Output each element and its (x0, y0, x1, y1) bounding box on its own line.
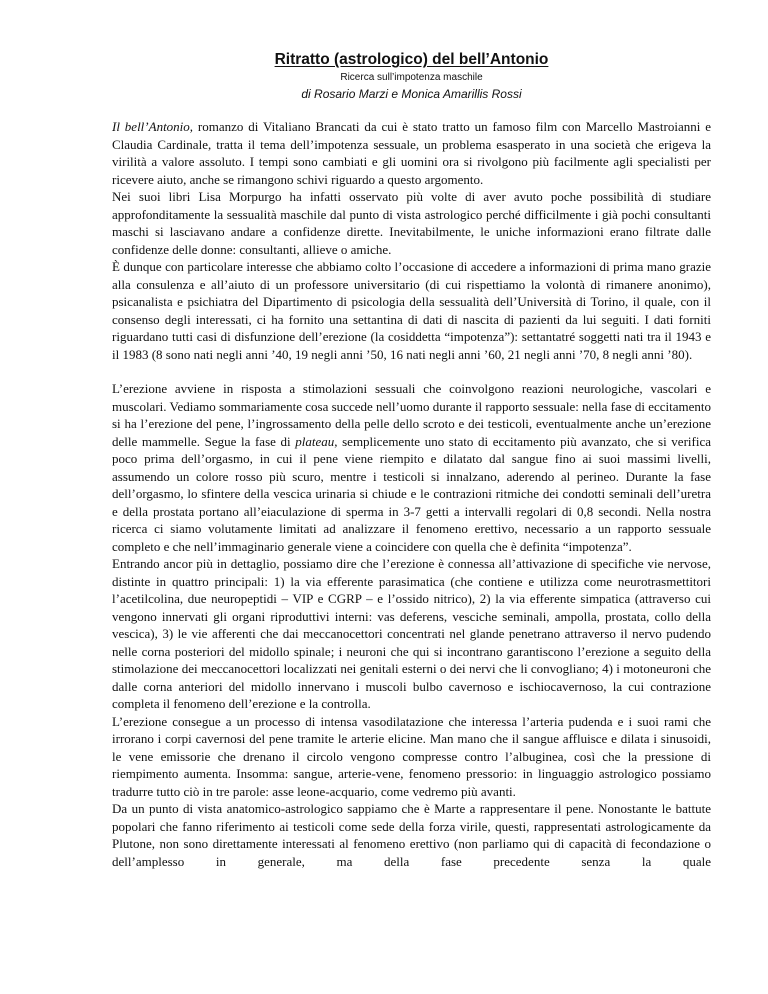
book-title-italic: Il bell’Antonio, (112, 119, 194, 134)
document-title: Ritratto (astrologico) del bell’Antonio (274, 51, 549, 68)
paragraph-4 (112, 380, 711, 555)
paragraph-4-text-a: L’erezione avviene in risposta a stimolazioni sessuali che coinvolgono reazioni neurologiche, vascolari e muscolari. Vediamo sommariamente cosa succede nell’uomo durante il rapporto sessuale: nella fase di eccitamento si ha l’erezione del pene, l’ingrossamento della pelle dello scroto e dei testicoli, eventualmente anche un’erezione delle mammelle. Segue la fase di (112, 381, 711, 449)
paragraph-1 (112, 118, 711, 188)
paragraph-3: È dunque con particolare interesse che abbiamo colto l’occasione di accedere a informazioni di prima mano grazie alla consulenza e all’aiuto di un professore universitario (di cui rispettiamo la volontà di rimanere anonimo), psicanalista e psichiatra del Dipartimento di psicologia della sessualità dell’Università di Torino, il quale, con il consenso degli interessati, ci ha fornito una settantina di dati di nascita di pazienti da lui seguiti. I dati forniti riguardano tutti casi di disfunzione dell’erezione (la cosiddetta “impotenza”): settantatré soggetti nati tra il 1943 e il 1983 (8 sono nati negli anni ’40, 19 negli anni ’50, 16 nati negli anni ’60, 21 negli anni ’70, 8 negli anni ’80). (112, 259, 711, 362)
paragraph-1-text: romanzo di Vitaliano Brancati da cui è stato tratto un famoso film con Marcello Mastroianni e Claudia Cardinale, tratta il tema dell’impotenza sessuale, un problema esasperato in una società che erigeva la virilità a valore assoluto. I tempi sono cambiati e gli uomini ora si rivolgono più facilmente agli specialisti per ricevere aiuto, anche se rimangono schivi riguardo a questo argomento. (112, 119, 711, 187)
paragraph-2: Nei suoi libri Lisa Morpurgo ha infatti osservato più volte di aver avuto poche possibilità di studiare approfonditamente la sessualità maschile dal punto di vista astrologico perché difficilmente i già pochi consultanti maschi si lasciavano andare a confidenze dirette. Inevitabilmente, le uniche informazioni erano filtrate dalle confidenze delle donne: consultanti, allieve o amiche. (112, 189, 711, 257)
paragraph-5: Entrando ancor più in dettaglio, possiamo dire che l’erezione è connessa all’attivazione di specifiche vie nervose, distinte in quattro principali: 1) la via efferente parasimatica (che contiene e utilizza come neurotrasmettitori l’acetilcolina, due neuropeptidi – VIP e CGRP – e l’ossido nitrico), 2) la via efferente simpatica (attraverso cui vengono innervati gli organi riproduttivi interni: vas deferens, vesciche seminali, ampolla, prostata, collo della vescica), 3) le vie afferenti che dai meccanocettori concentrati nel glande penetrano attraverso il nervo pudendo nelle corna posteriori del midollo spinale; i neuroni che qui si incontrano garantiscono l’erezione a seguito della stimolazione dei meccanocettori localizzati nei genitali esterni o dei nervi che li convogliano; 4) i motoneuroni che dalle corna anteriori del midollo innervano i muscoli bulbo cavernoso e ischiocavernoso, la cui contrazione completa il fenomeno dell’erezione e la controlla. (112, 556, 711, 711)
paragraph-7: Da un punto di vista anatomico-astrologico sappiamo che è Marte a rappresentare il pene. Nonostante le battute popolari che fanno riferimento ai testicoli come sede della forza virile, questi, rappresentati astrologicamente da Plutone, non sono direttamente interessati al fenomeno erettivo (non parliamo qui di capacità di fecondazione o dell’amplesso in generale, ma della fase precedente senza la quale (112, 801, 711, 869)
plateau-italic: plateau (295, 433, 335, 449)
paragraph-6: L’erezione consegue a un processo di intensa vasodilatazione che interessa l’arteria pudenda e i suoi rami che irrorano i corpi cavernosi del pene tramite le arterie elicine. Man mano che il sangue affluisce e dilata i sinusoidi, le vene emissorie che drenano il circolo vengono compresse contro l’albuginea, così che la pressione di riempimento aumenta. Insomma: sangue, arterie-vene, fenomeno pressorio: in linguaggio astrologico possiamo tradurre tutto ciò in tre parole: asse leone-acquario, come vedremo più avanti. (112, 713, 711, 799)
document-authors: di Rosario Marzi e Monica Amarillis Rossi (301, 87, 522, 101)
paragraph-4-text-b: , semplicemente uno stato di eccitamento più avanzato, che si verifica poco prima dell’orgasmo, in cui il pene viene riempito e dilatato dal sangue fino ai suoi massimi livelli, assumendo un colore rosso più scuro, mentre i testicoli si innalzano, aderendo al perineo. Durante la fase dell’orgasmo, lo sfintere della vescica urinaria si chiude e le contrazioni ritmiche dei condotti seminali dell’uretra e della prostata portano all’eiaculazione di sperma in 3-7 getti a intervalli regolari di 0,8 secondi. Nella nostra ricerca ci siamo volutamente limitati ad analizzare il fenomeno erettivo, necessario a un rapporto sessuale completo e che nell’immaginario generale viene a coincidere con quella che è definita “impotenza”. (112, 433, 711, 554)
article-body (112, 118, 711, 870)
document-subtitle: Ricerca sull’impotenza maschile (340, 72, 483, 83)
